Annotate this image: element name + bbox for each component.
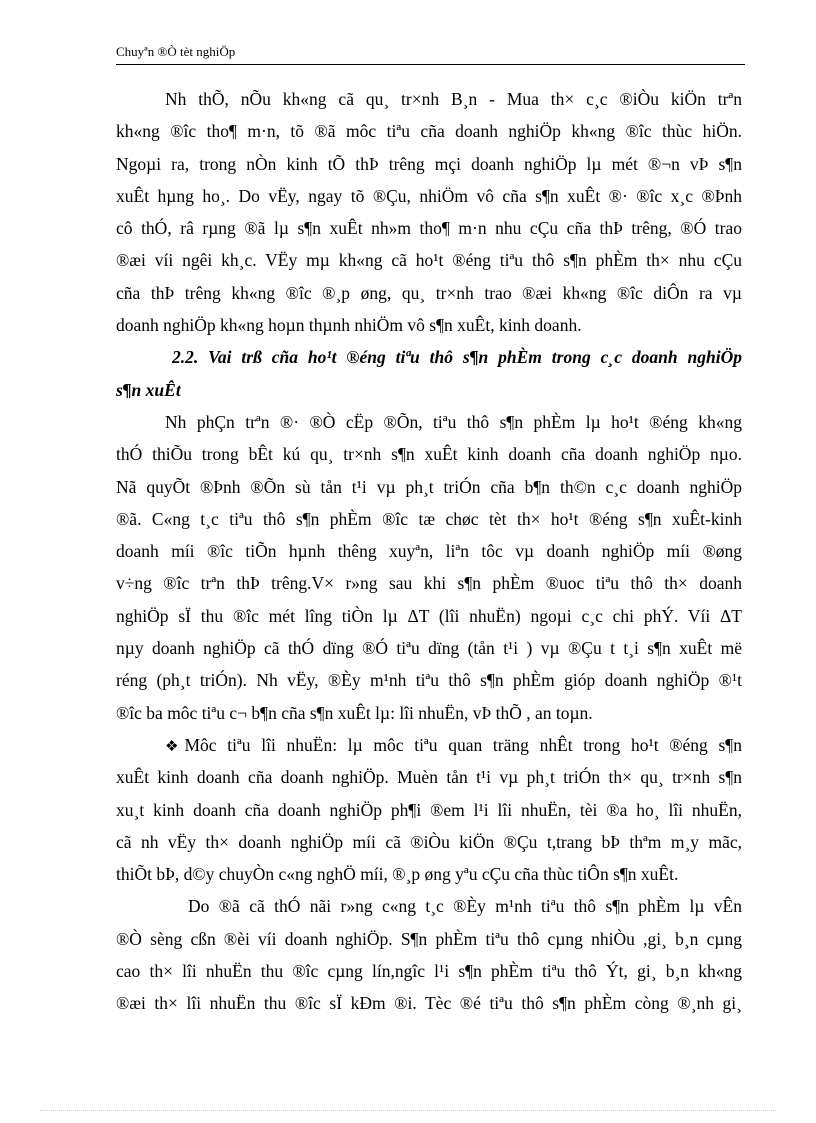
text-line: Ngoµi ra, trong nÒn kinh tÕ thÞ trêng mçi doanh nghiÖp lµ mét ®¬n vÞ s¶n bbox=[116, 153, 742, 174]
text-line: ®îc ba môc tiªu c¬ b¶n cña s¶n xuÊt lµ: lîi nhuËn, vÞ thÕ , an toµn. bbox=[116, 702, 593, 723]
text-line: Do ®ã cã thÓ nãi r»ng c«ng t¸c ®Èy m¹nh tiªu thô s¶n phÈm lµ vÊn bbox=[188, 896, 742, 917]
text-line: v÷ng ®îc trªn thÞ trêng.V× r»ng sau khi s¶n phÈm ®uoc tiªu thô th× doanh bbox=[116, 573, 742, 594]
bullet-text: Môc tiªu lîi nhuËn: lµ môc tiªu quan träng nhÊt trong ho¹t ®éng s¶n bbox=[184, 734, 742, 755]
paragraph-1 bbox=[116, 83, 742, 341]
heading-line: 2.2. Vai trß cña ho¹t ®éng tiªu thô s¶n phÈm trong c¸c doanh nghiÖp bbox=[172, 347, 742, 368]
text-line: cña thÞ trêng kh«ng ®îc ®¸p øng, qu¸ tr×nh trao ®æi kh«ng ®îc diÔn ra vµ bbox=[116, 282, 742, 303]
text-line: kh«ng ®îc tho¶ m·n, tõ ®ã môc tiªu cña doanh nghiÖp kh«ng ®îc thùc hiÖn. bbox=[116, 121, 742, 142]
text-line: Nh thÕ, nÕu kh«ng cã qu¸ tr×nh B¸n - Mua th× c¸c ®iÒu kiÖn trªn bbox=[165, 89, 742, 109]
page-header bbox=[116, 44, 745, 65]
section-heading bbox=[116, 341, 742, 406]
text-line: nµy doanh nghiÖp cã thÓ dïng ®Ó tiªu dïng (tån t¹i ) vµ ®Çu t t¸i s¶n xuÊt më bbox=[116, 638, 742, 659]
heading-line: s¶n xuÊt bbox=[116, 379, 181, 400]
header-title: Chuyªn ®Ò tèt nghiÖp bbox=[116, 44, 236, 59]
text-line: Nã quyÕt ®Þnh ®Õn sù tån t¹i vµ ph¸t triÓn cña b¶n th©n c¸c doanh nghiÖp bbox=[116, 476, 742, 497]
text-line: cô thÓ, râ rµng ®ã lµ s¶n xuÊt nh»m tho¶ m·n nhu cÇu cña thÞ trêng, ®Ó trao bbox=[116, 218, 742, 239]
text-line: doanh míi ®îc tiÕn hµnh thêng xuyªn, liªn tôc vµ doanh nghiÖp míi ®øng bbox=[116, 541, 742, 562]
text-line: thiÕt bÞ, d©y chuyÒn c«ng nghÖ míi, ®¸p øng yªu cÇu cña thùc tiÔn s¶n xuÊt. bbox=[116, 864, 679, 885]
text-line: cã nh vËy th× doanh nghiÖp míi cã ®iÒu kiÖn ®Çu t,trang bÞ thªm m¸y mãc, bbox=[116, 831, 742, 852]
paragraph-3-bullet bbox=[116, 729, 742, 890]
text-line: nghiÖp sÏ thu ®îc mét lîng tiÒn lµ ΔT (lîi nhuËn) ngoµi c¸c chi phÝ. Víi ΔT bbox=[116, 605, 742, 626]
text-line: ®æi víi ngêi kh¸c. VËy mµ kh«ng cã ho¹t ®éng tiªu thô s¶n phÈm th× nhu cÇu bbox=[116, 250, 742, 271]
text-line: xuÊt hµng ho¸. Do vËy, ngay tõ ®Çu, nhiÖm vô cña s¶n xuÊt ®· ®îc x¸c ®Þnh bbox=[116, 185, 742, 206]
text-line: ®ã. C«ng t¸c tiªu thô s¶n phÈm ®îc tæ chøc tèt th× ho¹t ®éng s¶n xuÊt-kinh bbox=[116, 508, 742, 529]
text-line: Nh phÇn trªn ®· ®Ò cËp ®Õn, tiªu thô s¶n phÈm lµ ho¹t ®éng kh«ng bbox=[165, 411, 742, 432]
diamond-cross-icon: ❖ bbox=[165, 736, 179, 755]
text-line: réng (ph¸t triÓn). Nh vËy, ®Èy m¹nh tiªu thô s¶n phÈm gióp doanh nghiÖp ®¹t bbox=[116, 670, 742, 691]
bullet-line bbox=[116, 729, 742, 761]
page-bottom-divider bbox=[40, 1110, 776, 1111]
text-line: xu¸t kinh doanh cña doanh nghiÖp ph¶i ®em l¹i lîi nhuËn, tèi ®a ho¸ lîi nhuËn, bbox=[116, 799, 742, 820]
text-line: ®æi th× lîi nhuËn thu ®îc sÏ kÐm ®i. Tèc ®é tiªu thô s¶n phÈm còng ®¸nh gi¸ bbox=[116, 993, 742, 1014]
text-line: cao th× lîi nhuËn thu ®îc cµng lín,ngîc l¹i s¶n phÈm tiªu thô Ýt, gi¸ b¸n kh«ng bbox=[116, 961, 742, 982]
document-body bbox=[116, 83, 742, 1020]
text-line: doanh nghiÖp kh«ng hoµn thµnh nhiÖm vô s¶n xuÊt, kinh doanh. bbox=[116, 315, 582, 336]
text-line: thÓ thiÕu trong bÊt kú qu¸ tr×nh s¶n xuÊt kinh doanh cña doanh nghiÖp nµo. bbox=[116, 444, 742, 465]
text-line: xuÊt kinh doanh cña doanh nghiÖp. Muèn tån t¹i vµ ph¸t triÓn th× qu¸ tr×nh s¶n bbox=[116, 767, 742, 788]
paragraph-4 bbox=[116, 890, 742, 1019]
paragraph-2 bbox=[116, 406, 742, 729]
text-line: ®Ò sèng cßn ®èi víi doanh nghiÖp. S¶n phÈm tiªu thô cµng nhiÒu ,gi¸ b¸n cµng bbox=[116, 928, 742, 949]
